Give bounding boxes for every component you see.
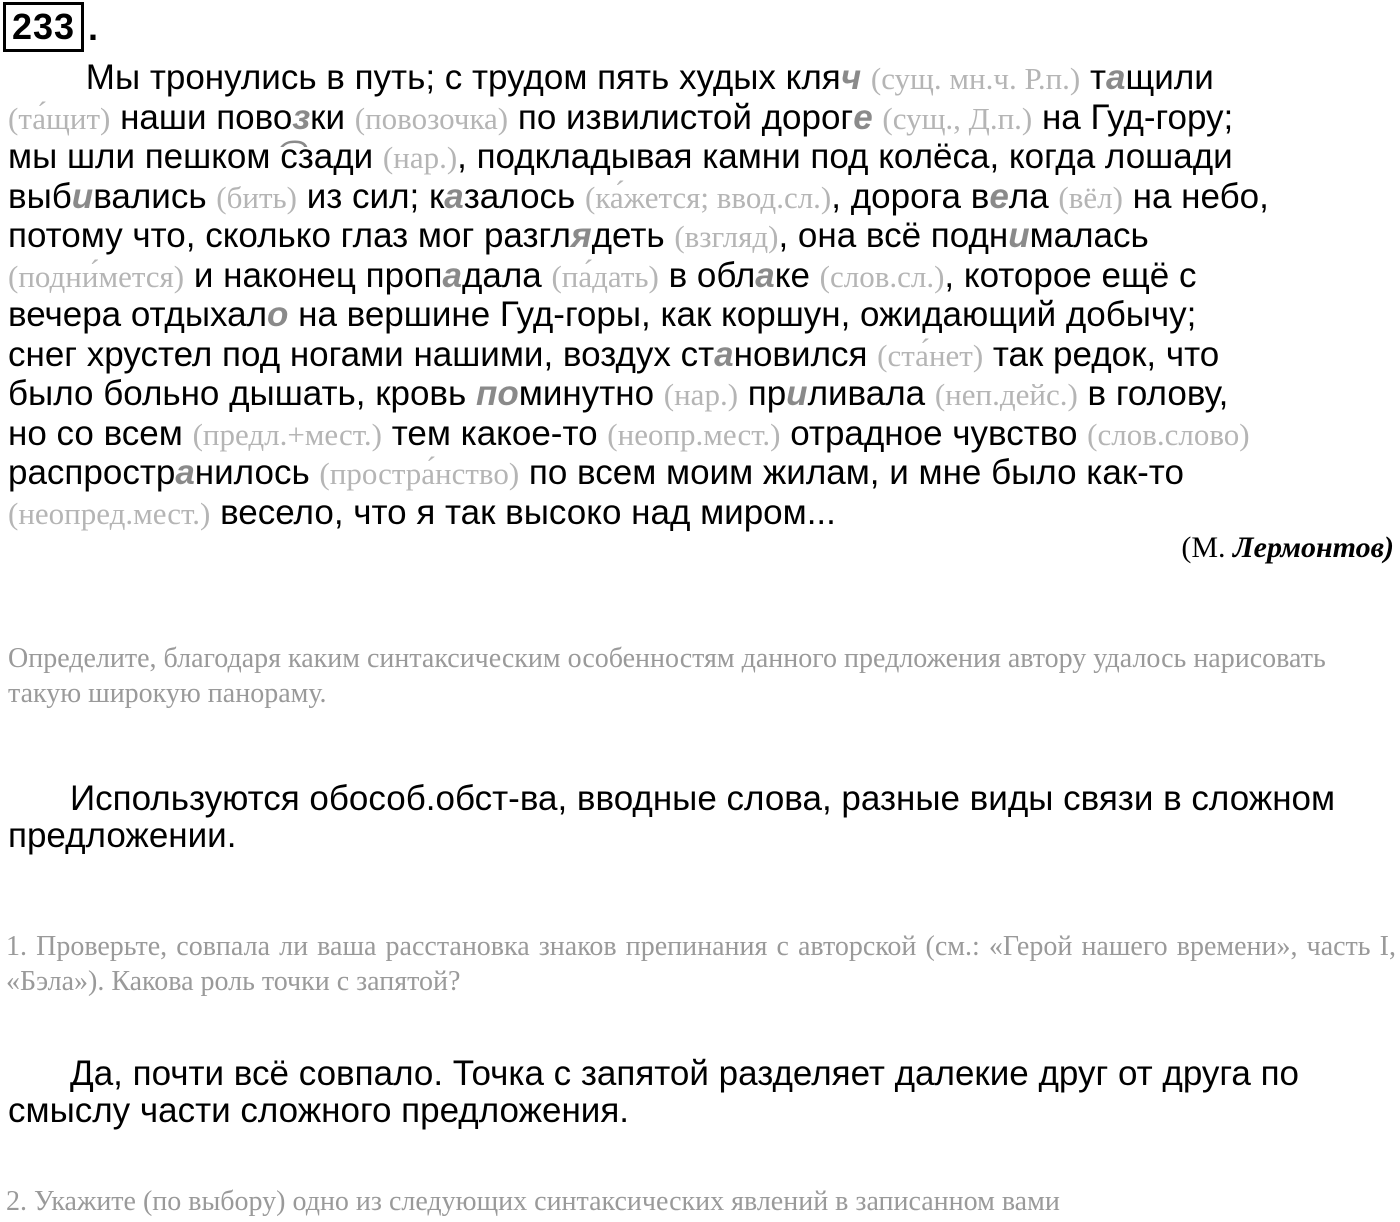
highlighted-letter: ч <box>840 58 862 97</box>
highlighted-letter: о <box>267 295 289 334</box>
passage-fragment: по всем моим жилам, и мне было как-то <box>519 453 1184 492</box>
highlighted-letter: з <box>292 97 311 137</box>
answer-1: Да, почти всё совпало. Точка с запятой разделяет далекие друг от друга по смыслу части сложного предложения. <box>8 1054 1299 1130</box>
grammar-note: (слов.сл.) <box>819 258 945 294</box>
highlighted-letter: а <box>444 176 464 216</box>
grammar-note: (простра́нство) <box>319 456 520 491</box>
passage-line <box>8 335 1396 375</box>
highlighted-letter: а <box>442 255 462 295</box>
grammar-note: (нар.) <box>382 140 458 175</box>
attribution-prefix: (М. <box>1181 531 1234 564</box>
passage-fragment: вались <box>93 176 217 216</box>
passage-fragment: , дорога в <box>831 176 990 216</box>
passage-fragment: на небо, <box>1122 176 1269 216</box>
grammar-note: (та́щит) <box>8 100 111 136</box>
grammar-note: (предл.+мест.) <box>192 416 382 452</box>
passage-fragment: распростр <box>8 453 176 492</box>
grammar-note: (взгляд) <box>674 219 779 254</box>
task-1: 1. Проверьте, совпала ли ваша расстановка знаков препинания с авторской (см.: «Герой нашего времени», часть I, «Бэла»). Какова роль точки с запятой? <box>6 931 1396 997</box>
passage-line <box>8 295 1396 335</box>
passage-line <box>8 256 1396 296</box>
highlighted-letter: е <box>853 97 873 137</box>
grammar-note: (ста́нет) <box>877 337 984 373</box>
passage-line <box>8 58 1396 98</box>
passage-fragment: было больно дышать, кровь <box>8 374 476 413</box>
passage-fragment: вечера отдыхал <box>8 295 267 334</box>
passage-line <box>8 216 1396 256</box>
passage-fragment: на Гуд-гору; <box>1032 97 1234 137</box>
answer-main: Используются обособ.обст-ва, вводные слова, разные виды связи в сложном предложении. <box>8 779 1336 855</box>
exercise-number: 233 <box>3 2 84 52</box>
task-main: Определите, благодаря каким синтаксическим особенностям данного предложения автору удалось нарисовать такую широкую панораму. <box>8 643 1326 709</box>
passage-line <box>8 374 1396 414</box>
grammar-note: (бить) <box>216 179 297 215</box>
grammar-note: (нар.) <box>663 377 739 412</box>
passage-line <box>8 98 1396 138</box>
highlighted-letter: и <box>1008 216 1030 255</box>
grammar-note: (слов.слово) <box>1087 416 1250 452</box>
grammar-note: (повозочка) <box>354 100 509 136</box>
grammar-note: (ка́жется; ввод.сл.) <box>585 179 832 215</box>
passage-fragment: по извилистой дорог <box>508 97 854 137</box>
passage-line <box>8 453 1396 493</box>
task-2: 2. Укажите (по выбору) одно из следующих синтаксических явлений в записанном вами <box>6 1186 1060 1217</box>
passage-fragment: новился <box>733 334 878 374</box>
passage-fragment: малась <box>1029 216 1149 255</box>
grammar-note: (неп.дейс.) <box>934 377 1078 412</box>
passage-fragment: отрадное чувство <box>780 413 1088 453</box>
passage-fragment: ливала <box>807 374 935 413</box>
attribution <box>1181 530 1394 566</box>
passage-fragment: ки <box>310 97 355 137</box>
passage-fragment: мы шли пешком <box>8 137 281 176</box>
exercise-number-dot: . <box>88 7 99 48</box>
passage-fragment: минутно <box>518 374 664 413</box>
highlighted-letter: а <box>175 453 195 492</box>
highlighted-letter: а <box>714 334 734 374</box>
passage-fragment: весело, что я так высоко над миром... <box>210 492 836 532</box>
passage-fragment: ке <box>774 255 820 295</box>
passage-fragment: , которое ещё с <box>944 255 1197 295</box>
passage-fragment: потому что, сколько глаз мог разгл <box>8 216 571 255</box>
highlighted-letter: я <box>570 216 592 255</box>
grammar-note: (сущ., Д.п.) <box>882 100 1033 136</box>
grammar-note: (неопр.мест.) <box>607 416 781 452</box>
passage-fragment: нилось <box>194 453 320 492</box>
passage-line <box>8 414 1396 454</box>
passage-fragment: на вершине Гуд-горы, как коршун, ожидающий добычу; <box>288 295 1197 334</box>
passage-fragment: в обл <box>658 255 756 295</box>
highlighted-letter: а <box>755 255 775 295</box>
highlighted-letter: по <box>476 374 519 413</box>
passage-fragment: и наконец проп <box>184 255 443 295</box>
passage-fragment: Мы тронулись в путь; с трудом пять худых кля <box>8 58 841 97</box>
passage-fragment: , подкладывая камни под колёса, когда лошади <box>457 137 1233 176</box>
grammar-note: (па́дать) <box>551 258 659 294</box>
passage-fragment: из сил; к <box>297 176 445 216</box>
passage-fragment: наши пово <box>110 97 293 137</box>
passage-line <box>8 493 1396 533</box>
passage-fragment: щили <box>1125 58 1214 97</box>
passage-fragment: ла <box>1008 176 1059 216</box>
passage-fragment: сзади <box>280 137 383 176</box>
highlighted-letter: а <box>1106 58 1126 97</box>
passage-fragment: залось <box>463 176 586 216</box>
passage-fragment: но со всем <box>8 413 193 453</box>
highlighted-letter: е <box>989 176 1009 216</box>
passage-fragment: , она всё подн <box>778 216 1009 255</box>
passage-fragment: тем какое-то <box>382 413 608 453</box>
passage-fragment: пр <box>738 374 787 413</box>
passage-fragment: т <box>1080 58 1107 97</box>
highlighted-letter: и <box>786 374 808 413</box>
author-name: Лермонтов) <box>1233 531 1394 564</box>
passage-text <box>8 58 1396 532</box>
passage-fragment: снег хрустел под ногами нашими, воздух ст <box>8 334 715 374</box>
passage-fragment <box>861 58 871 97</box>
passage-line <box>8 137 1396 177</box>
grammar-note: (неопред.мест.) <box>8 495 211 531</box>
highlighted-letter: и <box>71 176 94 216</box>
passage-line <box>8 177 1396 217</box>
passage-fragment: деть <box>591 216 675 255</box>
grammar-note: (сущ. мн.ч. Р.п.) <box>870 61 1081 96</box>
passage-fragment: выб <box>8 176 72 216</box>
passage-fragment: так редок, что <box>983 334 1220 374</box>
passage-fragment: в голову, <box>1077 374 1229 413</box>
grammar-note: (подни́мется) <box>8 258 185 294</box>
grammar-note: (вёл) <box>1058 179 1123 215</box>
passage-fragment: дала <box>461 255 552 295</box>
passage-fragment <box>873 98 883 137</box>
